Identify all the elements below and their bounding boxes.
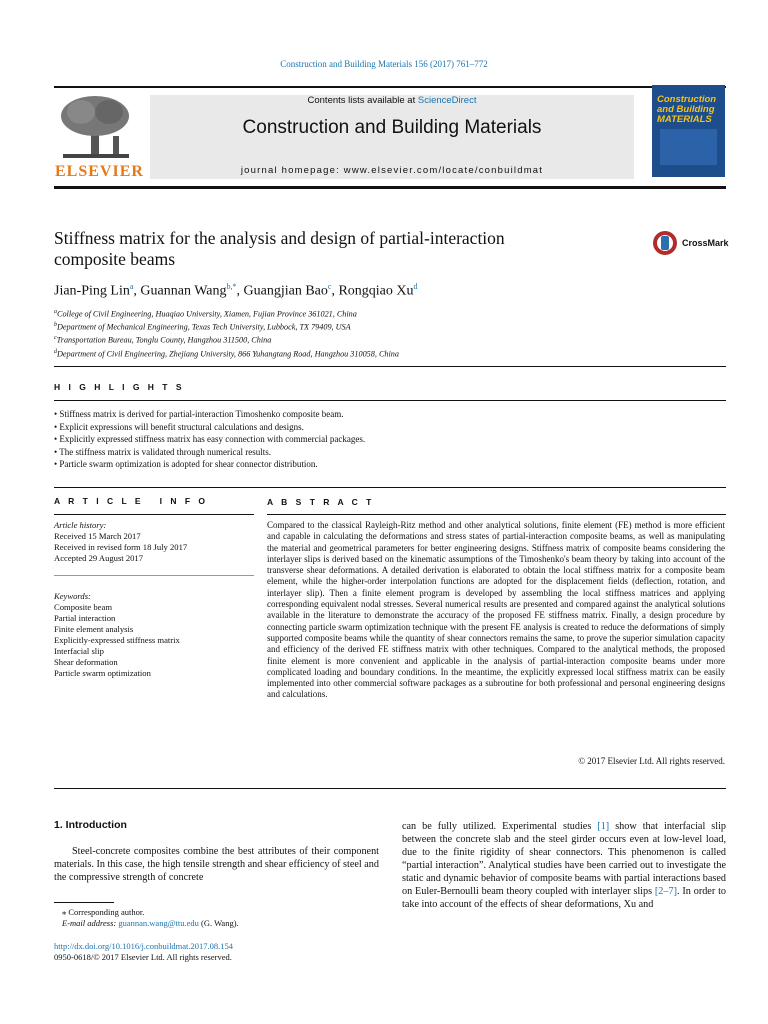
article-title-line: composite beams [54, 249, 176, 269]
reference-link[interactable]: [1] [597, 821, 610, 832]
keyword-item: Particle swarm optimization [54, 668, 151, 678]
keyword-item: Explicitly-expressed stiffness matrix [54, 635, 180, 645]
highlight-item: • Explicitly expressed stiffness matrix has easy connection with commercial packages. [54, 434, 366, 444]
journal-reference-link[interactable]: Construction and Building Materials 156 (2017) 761–772 [280, 59, 488, 69]
author-list: Jian-Ping Lin$^a$, Guannan Wang$^{b,*}$, Guangjian Bao$^c$, Rongqiao Xu$^d$ [54, 282, 418, 299]
abstract-copyright: © 2017 Elsevier Ltd. All rights reserved. [578, 756, 725, 766]
affiliation-item [54, 347, 399, 360]
keyword-item: Composite beam [54, 602, 112, 612]
affiliation-item [54, 307, 399, 320]
highlight-text: Explicitly expressed stiffness matrix has easy connection with commercial packages. [59, 434, 366, 444]
history-item: Received in revised form 18 July 2017 [54, 542, 188, 552]
cover-title-line: MATERIALS [657, 114, 712, 125]
article-title-line: Stiffness matrix for the analysis and design of partial-interaction [54, 228, 505, 248]
journal-title: Construction and Building Materials [242, 117, 542, 138]
cover-title-line: and Building [657, 104, 715, 115]
affiliation-text: College of Civil Engineering, Huaqiao University, Xiamen, Fujian Province 361021, China [57, 309, 357, 319]
doi-link[interactable]: http://dx.doi.org/10.1016/j.conbuildmat.2017.08.154 [54, 941, 234, 951]
highlights-list [54, 408, 365, 471]
highlight-text: Stiffness matrix is derived for partial-interaction Timoshenko composite beam. [59, 409, 344, 419]
reference-link[interactable]: [2–7] [654, 886, 677, 897]
section-heading: 1. Introduction [54, 819, 127, 831]
highlight-item: • Particle swarm optimization is adopted for shear connector distribution. [54, 459, 318, 469]
affiliations [54, 307, 399, 360]
intro-right-paragraph [402, 820, 726, 911]
history-item: Received 15 March 2017 [54, 531, 141, 541]
affiliation-text: Department of Civil Engineering, Zhejiang University, 866 Yuhangtang Road, Hangzhou 310058, China [57, 349, 399, 359]
affiliation-text: Department of Mechanical Engineering, Texas Tech University, Lubbock, TX 79409, USA [57, 322, 351, 332]
intro-left-paragraph: Steel-concrete composites combine the best attributes of their component materials. In this case, the high tensile strength and shear efficiency of steel and the compressive strength of concrete [54, 846, 379, 883]
issn-line: 0950-0618/© 2017 Elsevier Ltd. All rights reserved. [54, 952, 232, 962]
highlights-header: H I G H L I G H T S [54, 382, 185, 392]
elsevier-tree-logo [55, 92, 137, 162]
highlight-text: Particle swarm optimization is adopted for shear connector distribution. [59, 459, 318, 469]
affiliation-item [54, 333, 399, 346]
highlights-rule [54, 366, 726, 367]
journal-cover [652, 85, 725, 177]
affiliation-mark: a [54, 309, 57, 315]
article-title [54, 228, 614, 270]
affiliation-item [54, 320, 399, 333]
history-label: Article history: [54, 520, 107, 530]
highlight-item: • The stiffness matrix is validated through numerical results. [54, 446, 272, 457]
footnote-rule [54, 902, 114, 903]
contents-line [150, 95, 634, 106]
intro-text: show that interfacial slip between the concrete slab and the steel girder occurs even at low-level load, due to the finite rigidity of shear connectors. This phenomenon is called “partial interaction”. Analytical studies have been carried out to investigate the static and dynamic behavior of composite beams with partial interactions based on Euler-Bernoulli beam theory coupled with interlayer slips [402, 821, 726, 897]
top-rule [54, 86, 726, 88]
affiliation-mark: b [54, 322, 57, 329]
intro-text: can be fully utilized. Experimental studies [402, 821, 598, 832]
header-bottom-rule [54, 186, 726, 189]
highlight-text: Explicit expressions will benefit structural calculations and designs. [59, 421, 304, 432]
abstract-text: Compared to the classical Rayleigh-Ritz method and other analytical solutions, finite element (FE) method is more efficient and capable in calculating the deformations and stress states of partial-interaction composite beams, as well as manipulating the material and geometrical parameters for better engineering designs. Stiffness matrix of composite beams considering the interlayer slips is derived based on the kinematic assumptions of the Timoshenko's beam theory by taking into account of the transverse shear deformations. A detailed derivation is elaborated to obtain the local stiffness matrix for a composite beam element, while the higher-order interpolation functions are adopted for the displacement fields (deflection, rotation, and interlayer slip). Then a finite element program is developed by assembling the local stiffness matrices and applying corresponding equivalent nodal stresses. Several numerical results are presented and compared against the analytical solutions available in the literature to demonstrate the accuracy of the proposed FE stiffness matrix. Finally, a design procedure by connecting particle swarm optimization technique with the present FE analysis is created to reduce the deformations of simply supported composite beams while the quantity of shear connectors remains the same, to prove the superior simulation capacity and efficiency of the derived FE stiffness matrix with other techniques. Compared to the analytical methods, the proposed finite element is more convenient and applicable in the analysis of partial-interaction composite beams under more complicated loading and boundary conditions. In the meantime, the explicitly expressed local stiffness matrix can be easily implemented into other commercial software packages as a subroutine for both professional and personal engineering designs and calculations. [267, 520, 725, 700]
footnote [62, 907, 382, 929]
author-affiliation-mark[interactable]: a [129, 282, 134, 291]
abstract-header-rule [267, 514, 726, 515]
author-affiliation-mark[interactable]: c [327, 282, 332, 291]
info-header-rule [54, 514, 254, 515]
abstract-header: A B S T R A C T [267, 497, 375, 507]
email-suffix: (G. Wang). [198, 918, 239, 928]
email-label: E-mail address: [62, 918, 119, 928]
publisher-name: ELSEVIER [55, 163, 144, 180]
journal-banner [150, 95, 634, 179]
affiliation-mark: d [54, 348, 57, 355]
journal-homepage[interactable]: journal homepage: www.elsevier.com/locate/conbuildmat [240, 165, 544, 176]
author-affiliation-mark[interactable]: b,* [226, 282, 237, 291]
article-history [54, 520, 254, 564]
author-name[interactable]: Rongqiao Xu [338, 283, 414, 299]
keywords-label: Keywords: [54, 591, 91, 601]
keyword-item: Shear deformation [54, 657, 118, 667]
body-top-rule [54, 788, 726, 789]
author-affiliation-mark[interactable]: d [413, 282, 418, 291]
author-name[interactable]: Guannan Wang [140, 283, 227, 299]
email-link[interactable]: guannan.wang@ttu.edu [118, 918, 199, 928]
cover-title-line: Construction [657, 94, 717, 105]
affiliation-text: Transportation Bureau, Tonglu County, Hangzhou 311500, China [56, 336, 272, 346]
intro-text: . In order to take into account of the effects of shear deformations, Xu and [402, 886, 726, 910]
info-top-rule [54, 487, 726, 488]
highlight-item: • Explicit expressions will benefit structural calculations and designs. [54, 421, 304, 432]
contents-prefix: Contents lists available at [307, 95, 418, 106]
email-line [62, 918, 382, 929]
highlight-item: • Stiffness matrix is derived for partial-interaction Timoshenko composite beam. [54, 409, 344, 419]
keyword-item: Interfacial slip [54, 646, 104, 656]
highlight-text: The stiffness matrix is validated through numerical results. [59, 446, 272, 457]
history-rule [54, 575, 254, 576]
corresponding-author-note: ⁎ Corresponding author. [62, 907, 145, 917]
author-name[interactable]: Jian-Ping Lin [54, 283, 130, 299]
author-name[interactable]: Guangjian Bao [243, 283, 328, 299]
crossmark-icon [652, 230, 678, 256]
sciencedirect-link[interactable]: ScienceDirect [417, 95, 477, 106]
highlights-header-rule [54, 400, 726, 401]
history-item: Accepted 29 August 2017 [54, 553, 144, 563]
affiliation-mark: c [54, 335, 57, 342]
keywords [54, 591, 254, 679]
article-info-header: A R T I C L E I N F O [54, 496, 209, 506]
crossmark-badge[interactable] [652, 230, 729, 258]
crossmark-label: CrossMark [682, 238, 729, 248]
cover-image [660, 129, 717, 165]
keyword-item: Partial interaction [54, 613, 116, 623]
keyword-item: Finite element analysis [54, 624, 134, 634]
